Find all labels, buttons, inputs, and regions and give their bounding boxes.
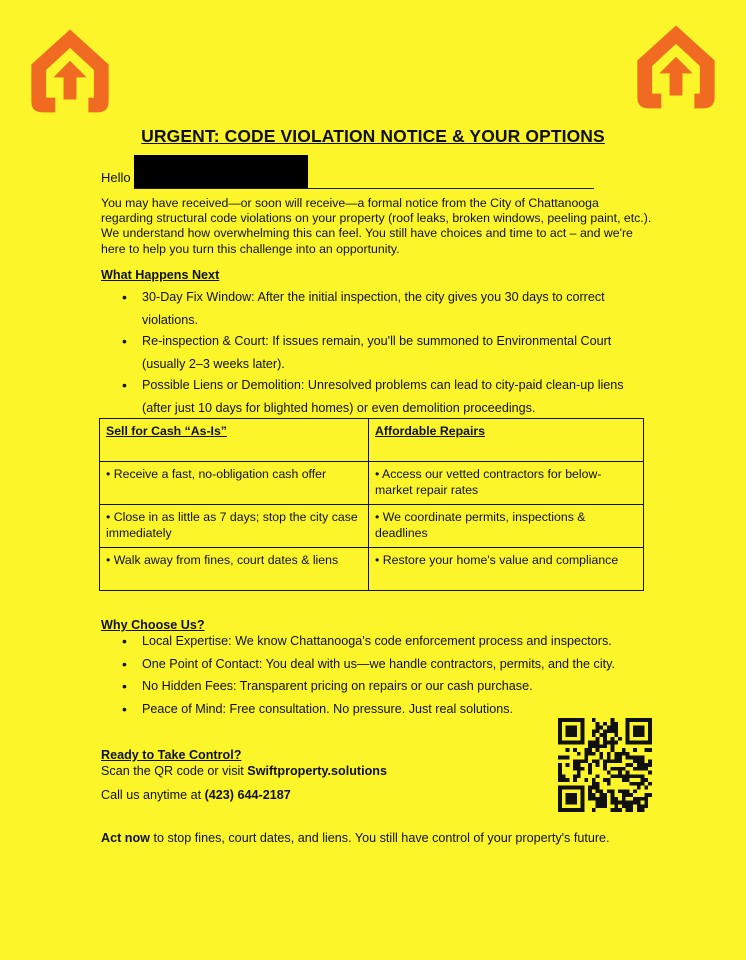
act-now: Act now (101, 831, 150, 845)
list-item: • Local Expertise: We know Chattanooga's code enforcement process and inspectors. (118, 630, 648, 653)
intro-paragraph: You may have received—or soon will receive—a formal notice from the City of Chattanooga regarding structural code violations on your property (roof leaks, broken windows, peeling paint, etc.). We understand how overwhelming this can feel. You still have choices and time to act – and we're here to help you turn this challenge into an opportunity. (101, 196, 652, 256)
list-item: • No Hidden Fees: Transparent pricing on repairs or our cash purchase. (118, 675, 648, 698)
table-cell: • Restore your home's value and compliance (369, 548, 644, 591)
why-choose-heading: Why Choose Us? (101, 618, 205, 632)
table-cell: • Access our vetted contractors for below-market repair rates (369, 462, 644, 505)
table-row (100, 548, 644, 591)
list-item: • Possible Liens or Demolition: Unresolved problems can lead to city-paid clean-up liens (after just 10 days for blighted homes) or even demolition proceedings. (118, 374, 638, 420)
list-item: • One Point of Contact: You deal with us—we handle contractors, permits, and the city. (118, 653, 648, 676)
list-item: • Re-inspection & Court: If issues remain, you'll be summoned to Environmental Court (usually 2–3 weeks later). (118, 330, 638, 376)
closing-text: to stop fines, court dates, and liens. You still have control of your property's future. (149, 831, 610, 845)
name-line (134, 188, 594, 189)
what-happens-list (118, 286, 638, 418)
house-arrow-logo-icon (630, 20, 722, 112)
qr-code-icon[interactable] (558, 718, 652, 812)
ready-heading: Ready to Take Control? (101, 748, 242, 762)
options-table (99, 418, 644, 591)
call-line (101, 788, 291, 802)
call-text: Call us anytime at (101, 788, 205, 802)
list-item: • Peace of Mind: Free consultation. No pressure. Just real solutions. (118, 698, 648, 721)
list-item: • 30-Day Fix Window: After the initial inspection, the city gives you 30 days to correct violations. (118, 286, 638, 332)
header-sell-cash: Sell for Cash “As-Is” (100, 419, 369, 462)
page-title: URGENT: CODE VIOLATION NOTICE & YOUR OPTIONS (141, 126, 605, 146)
greeting: Hello (101, 170, 131, 185)
table-row (100, 462, 644, 505)
table-cell: • We coordinate permits, inspections & deadlines (369, 505, 644, 548)
table-header-row (100, 419, 644, 462)
house-arrow-logo-icon (24, 24, 116, 116)
website-link[interactable]: Swiftproperty.solutions (247, 764, 387, 778)
table-cell: • Close in as little as 7 days; stop the city case immediately (100, 505, 369, 548)
closing-line (101, 831, 610, 845)
table-cell: • Walk away from fines, court dates & liens (100, 548, 369, 591)
redacted-name (134, 155, 308, 189)
header-affordable-repairs: Affordable Repairs (369, 419, 644, 462)
scan-line (101, 764, 387, 778)
scan-text: Scan the QR code or visit (101, 764, 248, 778)
table-cell: • Receive a fast, no-obligation cash offer (100, 462, 369, 505)
what-happens-heading: What Happens Next (101, 268, 220, 282)
why-choose-list (118, 630, 648, 720)
phone-number[interactable]: (423) 644-2187 (204, 788, 291, 802)
table-row (100, 505, 644, 548)
